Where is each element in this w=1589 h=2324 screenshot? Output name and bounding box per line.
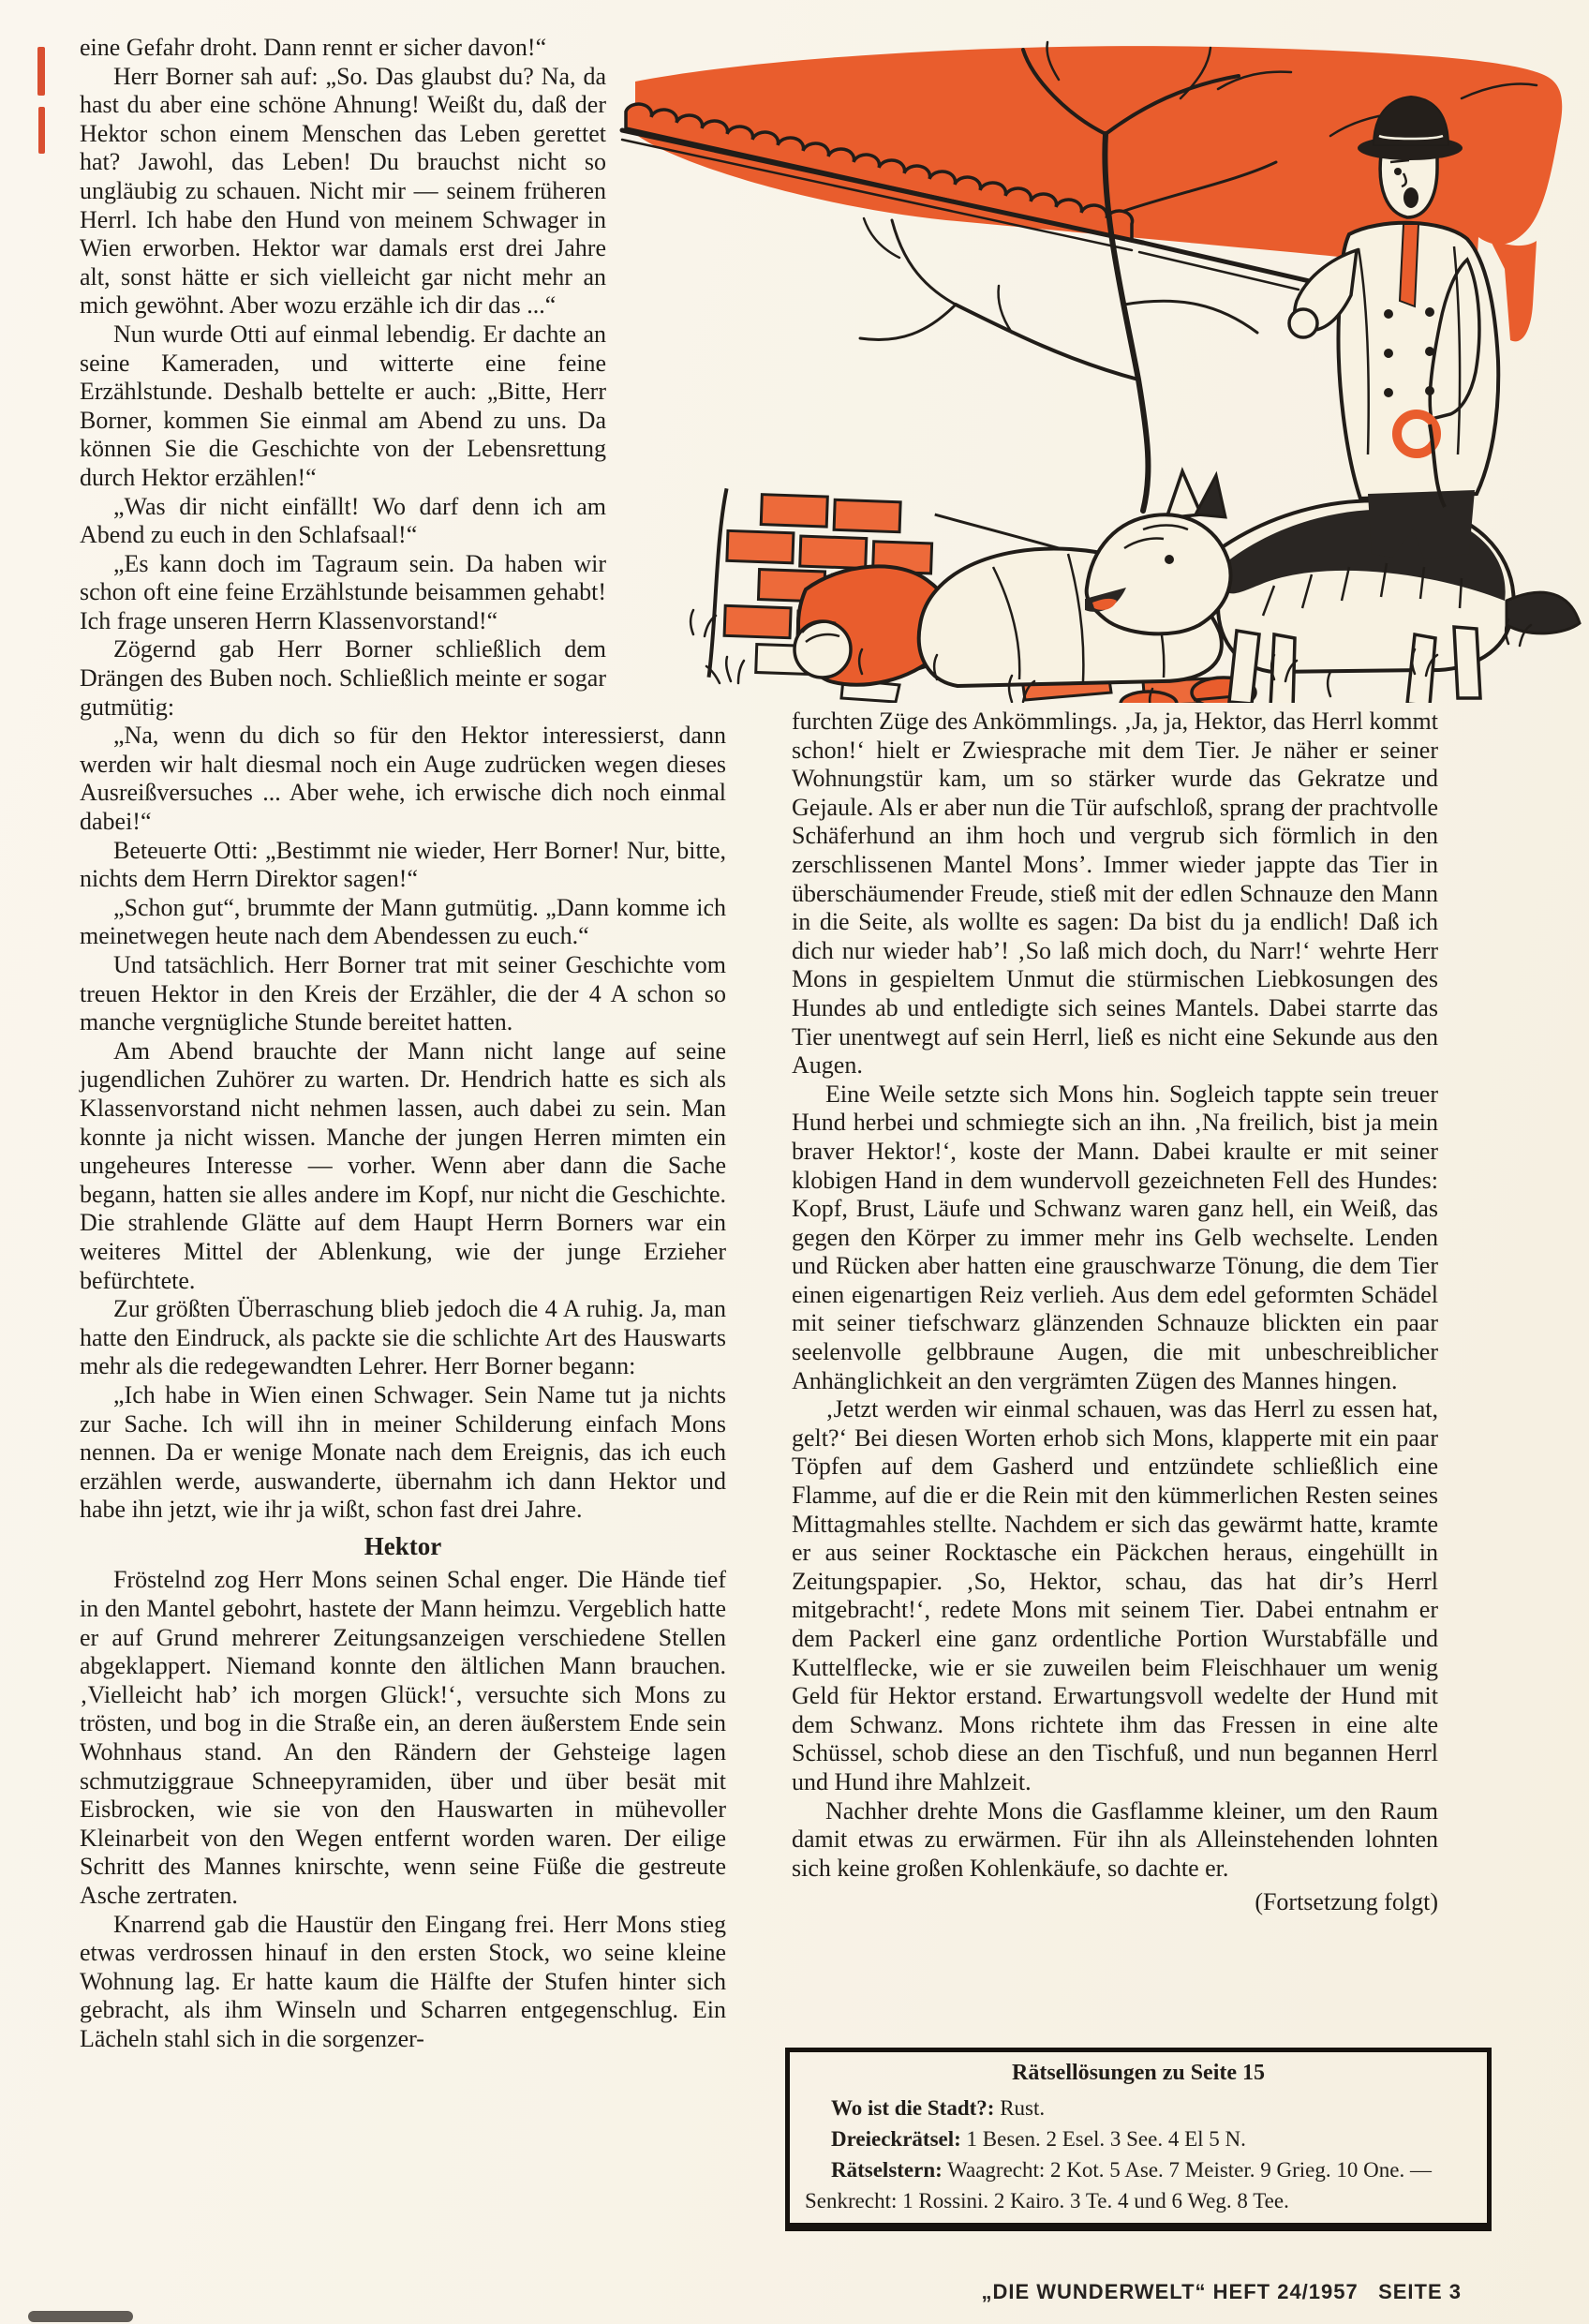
story-paragraph: „Schon gut“, brummte der Mann gutmütig. „Dann komme ich meinetwegen heute nach dem Abendessen zu euch.“ (80, 893, 726, 950)
page-footer: „DIE WUNDERWELT“ HEFT 24/1957 SEITE 3 (981, 2280, 1462, 2303)
story-illustration (618, 23, 1583, 703)
dog-tail (1507, 592, 1580, 633)
man-trousers (1368, 490, 1475, 559)
continuation-note: (Fortsetzung folgt) (1255, 1888, 1438, 1916)
puzzle-solution-item (805, 2123, 1472, 2154)
story-paragraph: Zögernd gab Herr Borner schließlich dem Drängen des Buben noch. Schließlich meinte er sogar gutmütig: (80, 635, 606, 721)
puzzle-solution-item (805, 2093, 1472, 2123)
puzzle-item-label: Dreieckrätsel: (831, 2127, 961, 2151)
left-column (80, 34, 726, 2054)
puzzle-item-text: Waagrecht: 2 Kot. 5 Ase. 7 Meister. 9 Grieg. 10 One. — Senkrecht: 1 Rossini. 2 Kairo. 3 Te. 4 und 6 Weg. 8 Tee. (805, 2158, 1432, 2212)
story-paragraph: Und tatsächlich. Herr Borner trat mit seiner Geschichte vom treuen Hektor in den Kreis der Erzähler, die der 4 A schon so manche vergnügliche Stunde bereitet hatten. (80, 951, 726, 1036)
story-paragraph: eine Gefahr droht. Dann rennt er sicher davon!“ (80, 34, 547, 61)
story-paragraph: furchten Züge des Ankömmlings. ‚Ja, ja, Hektor, das Herrl kommt schon!‘ hielt er Zwiesprache mit dem Tier. Je näher er seiner Wohnungstür kam, um so stärker wurde das Gekratze und Gejaule. Als er aber nun die Tür aufschloß, sprang der prachtvolle Schäferhund an ihm hoch und vergrub sich förmlich in den zerschlissenen Mantel Mons’. Immer wieder jappte das Tier in überschäumender Freude, stieß mit der edlen Schnauze den Mann in die Seite, als wollte es sagen: Da bist du ja endlich! Daß ich dich nur wieder hab’! ‚So laß mich doch, du Narr!‘ wehrte Herr Mons in gespieltem Unmut die stürmischen Liebkosungen des Hundes ab und entledigte sich seines Mantels. Dabei starrte das Tier unentwegt auf sein Herrl, ließ es nicht eine Sekunde aus den Augen. (792, 708, 1438, 1080)
puzzle-solution-item (805, 2154, 1472, 2216)
story-paragraph: ‚Jetzt werden wir einmal schauen, was das Herrl zu essen hat, gelt?‘ Bei diesen Worten erhob sich Mons, klapperte mit ein paar Töpfen auf dem Gasherd und entzündete schließlich eine Flamme, auf die er die Rein mit den kümmerlichen Resten seines Mittagmahles stellte. Nachdem er sich das gewärmt hatte, kramte er aus seiner Rocktasche ein Päckchen heraus, eingehüllt in Zeitungspapier. ‚So, Hektor, schau, das hat dir’s Herrl mitgebracht!‘, redete Mons mit seinem Tier. Dabei entnahm er dem Packerl eine ganz ordentliche Portion Wurstabfälle und Kuttelflecke, wie er sie zuweilen beim Fleischhauer um wenig Geld für Hektor erstand. Erwartungsvoll wedelte der Hund mit dem Schwanz. Mons richtete ihm das Fressen in eine alte Schüssel, schob diese an den Tischfuß, und nun begannen Herrl und Hund ihre Mahlzeit. (792, 1395, 1438, 1795)
illustration-wrap-spacer (606, 34, 726, 707)
story-paragraph: Fröstelnd zog Herr Mons seinen Schal enger. Die Hände tief in den Mantel gebohrt, hastete der Mann heimzu. Vergeblich hatte er auf Grund mehrerer Zeitungsanzeigen verschiedene Stellen abgeklappert. Niemand konnte den ältlichen Mann brauchen. ‚Vielleicht hab’ ich morgen Glück!‘, versuchte sich Mons zu trösten, und bog in die Straße ein, an deren äußerstem Ende sein Wohnhaus stand. An den Rändern der Gehsteige lagen schmutziggraue Schneepyramiden, über und über besät mit Eisbrocken, wie sie von den Hauswarten in mühevoller Kleinarbeit von den Wegen entfernt worden waren. Der eilige Schritt des Mannes knirschte, wenn seine Füße die gestreute Asche zertraten. (80, 1566, 726, 1909)
dog-head (1087, 514, 1231, 633)
dog-eye (1165, 555, 1174, 564)
scan-artifact-red-mark (37, 47, 45, 96)
story-paragraph: „Es kann doch im Tagraum sein. Da haben wir schon oft eine feine Erzählstunde beisammen gehabt! Ich frage unseren Herrn Klassenvorstand!“ (80, 549, 606, 634)
story-paragraph: Beteuerte Otti: „Bestimmt nie wieder, Herr Borner! Nur, bitte, nichts dem Herrn Direktor sagen!“ (80, 836, 726, 893)
story-paragraph: „Na, wenn du dich so für den Hektor interessierst, dann werden wir halt diesmal noch ein Auge zudrücken wegen dieses Ausreißversuches ... Aber wehe, ich erwische dich noch einmal dabei!“ (80, 722, 726, 836)
puzzle-item-label: Rätselstern: (831, 2158, 943, 2182)
puzzle-solutions-box (785, 2048, 1492, 2231)
story-paragraph: „Was dir nicht einfällt! Wo darf denn ich am Abend zu euch in den Schlafsaal!“ (80, 492, 606, 549)
story-paragraph: Am Abend brauchte der Mann nicht lange auf seine jugendlichen Zuhörer zu warten. Dr. Hendrich hatte es sich als Klassenvorstand nicht nehmen lassen, auch dabei zu sein. Man konnte ja nicht wissen. Manche der jungen Herren mimten ein ungeheures Interesse — vorher. Wenn aber dann die Sache begann, hatten sie alles andere im Kopf, nur nicht die Geschichte. Die strahlende Glätte auf dem Haupt Herrn Borners war ein weiteres Mittel der Ablenkung, wie der junge Erzieher befürchtete. (80, 1036, 726, 1294)
right-column (792, 708, 1438, 1917)
puzzle-item-text: Rust. (1000, 2096, 1046, 2120)
scan-artifact-smudge (28, 2311, 133, 2322)
story-paragraph: Knarrend gab die Haustür den Eingang frei. Herr Mons stieg etwas verdrossen hinauf in den ersten Stock, wo seine kleine Wohnung lag. Er hatte kaum die Hälfte der Stufen hinter sich gebracht, als ihm Winseln und Scharren entgegenschlug. Ein Lächeln stahl sich in die sorgenzer- (80, 1910, 726, 2052)
puzzle-item-text: 1 Besen. 2 Esel. 3 See. 4 El 5 N. (966, 2127, 1246, 2151)
story-paragraph: Nachher drehte Mons die Gasflamme kleiner, um den Raum damit etwas zu erwärmen. Für ihn als Alleinstehenden lohnten sich keine großen Kohlenkäufe, so dachte er. (792, 1796, 1438, 1882)
man-eye (1394, 168, 1402, 175)
man-fist (1289, 309, 1317, 337)
puzzle-item-label: Wo ist die Stadt?: (831, 2096, 995, 2120)
story-paragraph: Zur größten Überraschung blieb jedoch die 4 A ruhig. Ja, man hatte den Eindruck, als packte sie die schlichte Art des Hauswarts mehr als die redegewandten Lehrer. Herr Borner begann: (80, 1295, 726, 1380)
story-paragraph: Eine Weile setzte sich Mons hin. Sogleich tappte sein treuer Hund herbei und schmiegte sich an ihn. ‚Na freilich, bist ja mein braver Hektor!‘, koste der Mann. Dabei kraulte er mit seiner klobigen Hand in dem wundervoll gezeichneten Fell des Hundes: Kopf, Brust, Läufe und Schwanz waren ganz hell, ein Weiß, das gegen den Körper zu immer mehr ins Gelb wechselte. Lenden und Rücken aber hatten eine grauschwarze Tönung, die dem Tier einen eigenartigen Reiz verlieh. Aus dem edel geformten Schädel mit seiner tiefschwarz glänzenden Schnauze blickten ein paar seelenvolle gelbbraune Augen, die mit unbeschreiblicher Anhänglichkeit an den vergrämten Zügen des Mannes hingen. (792, 1080, 1438, 1394)
puzzle-box-title: Rätsellösungen zu Seite 15 (1012, 2061, 1265, 2085)
dog-ear (1195, 475, 1225, 517)
section-heading: Hektor (364, 1531, 442, 1560)
story-paragraph: „Ich habe in Wien einen Schwager. Sein Name tut ja nichts zur Sache. Ich will ihn in meiner Schilderung einfach Mons nennen. Da er wenige Monate nach dem Ereignis, das ich euch erzählen werde, auswanderte, übernahm ich dann Hektor und habe ihn jetzt, wie ihr ja wißt, schon fast drei Jahre. (80, 1380, 726, 1524)
scan-artifact-red-mark (38, 107, 45, 154)
man-mouth (1403, 187, 1418, 208)
man-tie (1400, 224, 1418, 306)
story-paragraph: Nun wurde Otti auf einmal lebendig. Er dachte an seine Kameraden, und witterte eine feine Erzählstunde. Deshalb bettelte er auch: „Bitte, Herr Borner, kommen Sie einmal am Abend zu uns. Da können Sie die Geschichte von der Lebensrettung durch Hektor erzählen!“ (80, 320, 606, 491)
story-paragraph: Herr Borner sah auf: „So. Das glaubst du? Na, da hast du aber eine schöne Ahnung! Weißt du, daß der Hektor schon einem Menschen das Leben gerettet hat? Jawohl, das Leben! Du brauchst nicht so ungläubig zu schauen. Nicht mir — seinem früheren Herrl. Ich habe den Hund von meinem Schwager in Wien erworben. Hektor war damals erst drei Jahre alt, sonst hätte er sich vielleicht gar nicht mehr an mich gewöhnt. Aber wozu erzähle ich dir das ...“ (80, 62, 606, 320)
